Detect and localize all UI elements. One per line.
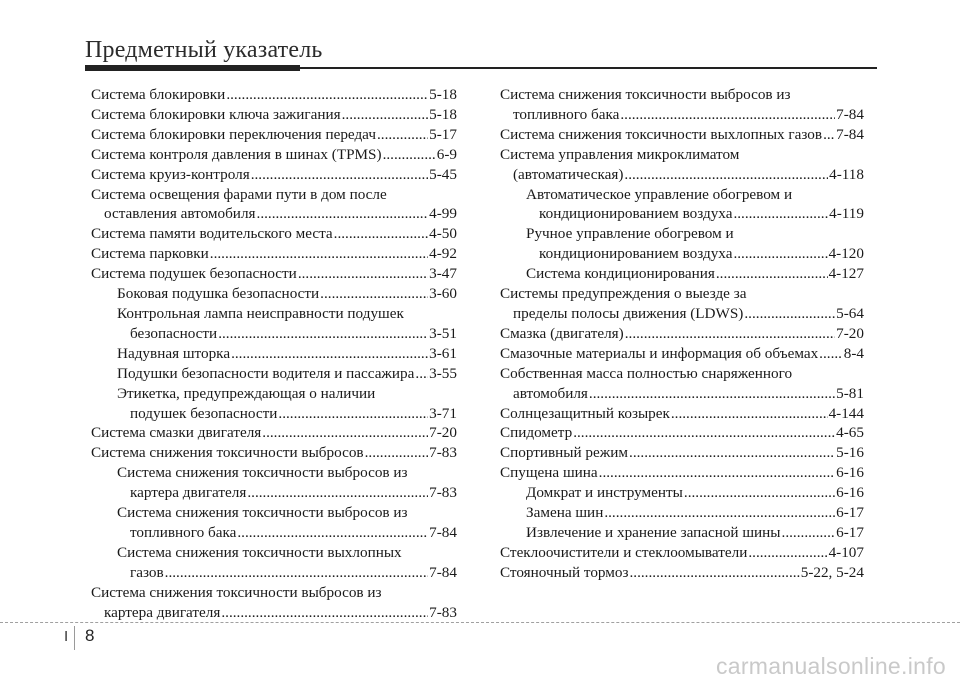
dot-leader: [823, 125, 835, 145]
index-entry-text: Система освещения фарами пути в дом после: [91, 185, 387, 203]
index-entry-text: картера двигателя: [130, 484, 247, 502]
dot-leader: [819, 344, 843, 364]
index-page-ref: 5-22, 5-24: [800, 563, 864, 581]
dot-leader: [342, 105, 429, 125]
dot-leader: [604, 503, 835, 523]
dot-leader: [748, 543, 827, 563]
index-column-right: [500, 85, 864, 583]
index-entry: [500, 543, 864, 563]
dot-leader: [262, 423, 428, 443]
index-entry-text: Система круиз-контроля: [91, 165, 250, 183]
index-page-ref: 7-20: [836, 324, 864, 342]
dot-leader: [782, 523, 836, 543]
index-page-ref: 4-65: [836, 424, 864, 442]
index-entry: [500, 364, 864, 404]
index-entry: [91, 264, 457, 284]
index-page-ref: 4-118: [829, 165, 864, 183]
index-entry-text: (автоматическая): [513, 165, 624, 183]
watermark: carmanualsonline.info: [715, 653, 946, 679]
index-entry-text: Система памяти водительского места: [91, 225, 333, 243]
index-entry-text: Система снижения токсичности выбросов из: [91, 583, 382, 601]
index-entry-text: Система парковки: [91, 245, 209, 263]
index-page-ref: 6-16: [836, 464, 864, 482]
index-entry-text: картера двигателя: [104, 603, 221, 621]
index-entry-text: Солнцезащитный козырек: [500, 404, 670, 422]
index-entry-text: Стеклоочистители и стеклоомыватели: [500, 543, 748, 561]
index-subentry: [500, 185, 864, 225]
index-entry: [91, 125, 457, 145]
index-entry-text: Контрольная лампа неисправности подушек: [117, 304, 404, 322]
index-entry-text: кондиционированием воздуха: [539, 205, 733, 223]
dot-leader: [716, 264, 828, 284]
index-entry-text: Система снижения токсичности выхлопных: [117, 543, 402, 561]
index-page-ref: 5-64: [836, 304, 864, 322]
index-subentry: [500, 523, 864, 543]
index-page-ref: 3-60: [429, 285, 457, 303]
index-entry-text: оставления автомобиля: [104, 205, 256, 223]
index-page-ref: 4-99: [429, 205, 457, 223]
index-entry-text: топливного бака: [130, 523, 237, 541]
index-subentry: [500, 483, 864, 503]
index-entry: [91, 583, 457, 623]
dot-leader: [221, 603, 428, 623]
index-entry: [500, 463, 864, 483]
index-page-ref: 8-4: [843, 344, 864, 362]
index-entry-text: Спортивный режим: [500, 444, 629, 462]
index-page-ref: 7-83: [429, 603, 457, 621]
page-title: Предметный указатель: [85, 37, 323, 63]
index-entry: [500, 344, 864, 364]
index-page-ref: 4-92: [429, 245, 457, 263]
index-page-ref: 7-83: [429, 444, 457, 462]
index-entry: [91, 244, 457, 264]
index-entry-text: Система снижения токсичности выхлопных газов: [500, 125, 823, 143]
index-entry-text: Спидометр: [500, 424, 573, 442]
index-entry-text: Система блокировки: [91, 86, 226, 103]
dot-leader: [684, 483, 835, 503]
dot-leader: [231, 344, 428, 364]
index-entry-text: автомобиля: [513, 384, 588, 402]
index-subentry: [91, 364, 457, 384]
dot-leader: [415, 364, 428, 384]
index-subentry: [500, 224, 864, 264]
footer-separator: [74, 626, 75, 650]
index-entry-text: Надувная шторка: [117, 344, 231, 362]
dot-leader: [744, 304, 835, 324]
index-entry: [91, 423, 457, 443]
index-page-ref: 7-83: [429, 484, 457, 502]
header-rule-thick: [85, 65, 300, 71]
index-entry-text: Система блокировки ключа зажигания: [91, 105, 341, 123]
index-entry-text: Собственная масса полностью снаряженного: [500, 364, 793, 382]
index-page-ref: 5-16: [836, 444, 864, 462]
index-entry-text: Смазочные материалы и информация об объемах: [500, 344, 819, 362]
index-entry-text: подушек безопасности: [130, 404, 278, 422]
index-page-ref: 7-84: [429, 563, 457, 581]
index-subentry: [91, 284, 457, 304]
index-entry-text: Система снижения токсичности выбросов из: [500, 86, 791, 103]
dot-leader: [226, 85, 428, 105]
index-subentry: [91, 503, 457, 543]
index-entry: [500, 563, 864, 583]
footer-page-number: 8: [85, 626, 95, 645]
index-page-ref: 6-9: [436, 145, 457, 163]
dot-leader: [210, 244, 428, 264]
dot-leader: [218, 324, 428, 344]
index-entry-text: Система смазки двигателя: [91, 424, 262, 442]
index-page-ref: 4-119: [829, 205, 864, 223]
index-subentry: [91, 384, 457, 424]
index-page-ref: 3-51: [429, 324, 457, 342]
index-entry-text: кондиционированием воздуха: [539, 245, 733, 263]
index-page-ref: 5-18: [429, 86, 457, 103]
index-entry-text: Система снижения токсичности выбросов из: [117, 464, 408, 482]
index-entry-text: Система блокировки переключения передач: [91, 125, 376, 143]
dot-leader: [629, 563, 799, 583]
index-page-ref: 4-50: [429, 225, 457, 243]
index-entry-text: Ручное управление обогревом и: [526, 225, 734, 243]
index-entry: [500, 85, 864, 125]
index-entry-text: Стояночный тормоз: [500, 563, 629, 581]
index-page-ref: 4-127: [828, 265, 864, 283]
dot-leader: [165, 563, 429, 583]
footer-section-letter: I: [64, 628, 69, 645]
index-entry-text: Система кондиционирования: [526, 265, 715, 283]
index-page-ref: 3-71: [429, 404, 457, 422]
index-entry: [500, 443, 864, 463]
dot-leader: [629, 443, 835, 463]
index-subentry: [500, 264, 864, 284]
index-entry-text: Замена шин: [526, 504, 604, 522]
dot-leader: [377, 125, 428, 145]
dot-leader: [671, 404, 828, 424]
index-entry: [91, 105, 457, 125]
index-entry-text: Система управления микроклиматом: [500, 145, 740, 163]
index-page-ref: 6-17: [836, 504, 864, 522]
index-page-ref: 6-17: [836, 523, 864, 541]
index-entry: [91, 224, 457, 244]
index-entry: [500, 145, 864, 185]
index-entry: [500, 423, 864, 443]
index-entry: [91, 145, 457, 165]
index-entry-text: Этикетка, предупреждающая о наличии: [117, 384, 376, 402]
dot-leader: [237, 523, 428, 543]
dot-leader: [320, 284, 428, 304]
dot-leader: [383, 145, 436, 165]
index-page-ref: 3-61: [429, 344, 457, 362]
dot-leader: [334, 224, 429, 244]
dot-leader: [624, 165, 828, 185]
dot-leader: [257, 204, 429, 224]
index-entry-text: безопасности: [130, 324, 218, 342]
dot-leader: [247, 483, 428, 503]
index-page-ref: 4-144: [828, 404, 864, 422]
index-page-ref: 7-84: [836, 125, 864, 143]
index-entry: [500, 404, 864, 424]
dot-leader: [620, 105, 835, 125]
footer-divider: [0, 622, 960, 623]
index-page-ref: 5-18: [429, 105, 457, 123]
index-entry-text: Система контроля давления в шинах (TPMS): [91, 145, 382, 163]
index-entry: [91, 85, 457, 105]
index-page-ref: 7-20: [429, 424, 457, 442]
index-subentry: [91, 543, 457, 583]
index-subentry: [91, 463, 457, 503]
index-page-ref: 5-81: [836, 384, 864, 402]
index-subentry: [91, 344, 457, 364]
header-rule-thin: [300, 67, 877, 69]
index-entry: [500, 284, 864, 324]
dot-leader: [733, 204, 828, 224]
index-entry-text: газов: [130, 563, 164, 581]
index-entry-text: Домкрат и инструменты: [526, 484, 683, 502]
dot-leader: [599, 463, 836, 483]
index-subentry: [91, 304, 457, 344]
index-entry-text: Система подушек безопасности: [91, 265, 297, 283]
dot-leader: [365, 443, 429, 463]
index-entry: [91, 165, 457, 185]
index-page-ref: 5-17: [429, 125, 457, 143]
index-page-ref: 7-84: [836, 105, 864, 123]
index-entry-text: Подушки безопасности водителя и пассажира: [117, 364, 415, 382]
index-entry-text: Автоматическое управление обогревом и: [526, 185, 793, 203]
index-entry: [500, 125, 864, 145]
index-page-ref: 3-47: [429, 265, 457, 283]
index-entry: [500, 324, 864, 344]
dot-leader: [251, 165, 428, 185]
index-entry-text: Смазка (двигателя): [500, 324, 624, 342]
index-page-ref: 4-107: [828, 543, 864, 561]
index-subentry: [500, 503, 864, 523]
index-page-ref: 3-55: [429, 364, 457, 382]
index-entry-text: Системы предупреждения о выезде за: [500, 285, 747, 303]
index-entry-text: Система снижения токсичности выбросов: [91, 444, 364, 462]
dot-leader: [625, 324, 835, 344]
index-entry-text: Спущена шина: [500, 464, 598, 482]
dot-leader: [298, 264, 428, 284]
index-page-ref: 5-45: [429, 165, 457, 183]
index-page-ref: 4-120: [828, 245, 864, 263]
index-entry-text: пределы полосы движения (LDWS): [513, 304, 744, 322]
index-entry-text: топливного бака: [513, 105, 620, 123]
dot-leader: [733, 244, 827, 264]
index-entry-text: Боковая подушка безопасности: [117, 285, 320, 303]
dot-leader: [278, 404, 428, 424]
index-entry: [91, 443, 457, 463]
index-page-ref: 7-84: [429, 523, 457, 541]
index-entry-text: Система снижения токсичности выбросов из: [117, 504, 408, 522]
index-entry: [91, 185, 457, 225]
dot-leader: [573, 423, 835, 443]
index-page-ref: 6-16: [836, 484, 864, 502]
index-column-left: [91, 85, 457, 622]
index-entry-text: Извлечение и хранение запасной шины: [526, 523, 781, 541]
dot-leader: [589, 384, 835, 404]
